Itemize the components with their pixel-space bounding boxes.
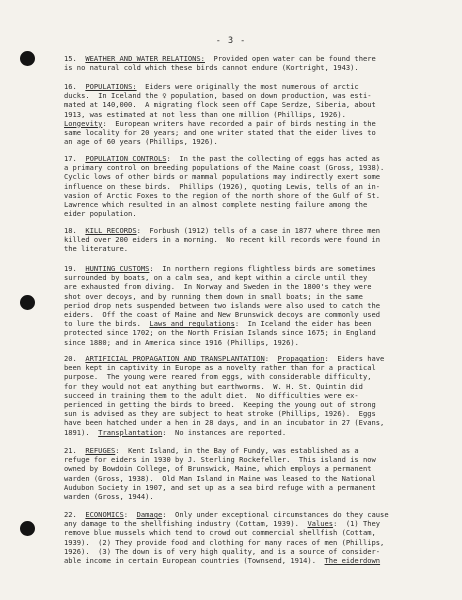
text-line	[64, 137, 416, 146]
text-line	[64, 200, 416, 209]
text-run: :	[123, 510, 137, 519]
text-run: influence on these birds. Phillips (1926), quoting Lewis, tells of an in-	[64, 181, 381, 191]
text-run: any damage to the shellfishing industry (Cottam, 1939).	[64, 519, 308, 529]
section-21-refuges	[64, 446, 416, 501]
underlined-heading: ECONOMICS	[85, 510, 124, 519]
text-run: 1939). (2) They provide food and clothing for many races of men (Phillips,	[64, 537, 385, 547]
section-18-kill-records	[64, 226, 416, 254]
text-run: is no natural cold which these birds cannot endure (Kortright, 1943).	[64, 63, 359, 73]
text-run: have been hatched under a hen in 28 days, and in an incubator in 27 (Evans,	[64, 418, 385, 428]
text-line	[64, 363, 416, 372]
text-run: killed over 200 eiders in a morning. No recent kill records were found in	[64, 235, 381, 245]
text-line	[64, 400, 416, 409]
underlined-heading: Damage	[136, 510, 163, 519]
underlined-heading: WEATHER AND WATER RELATIONS:	[85, 54, 205, 63]
text-run: : Kent Island, in the Bay of Fundy, was established as a	[115, 446, 359, 455]
text-run: sun is advised as they are subject to heat stroke (Phillips, 1926). Eggs	[64, 409, 376, 419]
underlined-heading: Transplantation	[98, 427, 163, 437]
text-line	[64, 446, 416, 455]
text-line	[64, 382, 416, 391]
text-line	[64, 244, 416, 253]
text-line	[64, 119, 416, 128]
text-run: : No instances are reported.	[162, 427, 287, 437]
underlined-heading: Values	[307, 519, 334, 529]
text-run: same locality for 20 years; and one writer stated that the eider lives to	[64, 127, 376, 137]
text-line	[64, 264, 416, 273]
text-line	[64, 91, 416, 100]
section-20-artificial-propagation	[64, 354, 416, 437]
text-run: warden (Gross, 1938). Old Man Island in Maine was leased to the National	[64, 473, 376, 483]
text-line	[64, 483, 416, 492]
underlined-heading: KILL RECORDS	[85, 226, 137, 235]
section-19-hunting-customs	[64, 264, 416, 347]
text-run: warden (Gross, 1944).	[64, 491, 154, 501]
binder-hole-middle	[20, 295, 35, 310]
text-run: : European writers have recorded a pair of birds nesting in the	[102, 118, 376, 128]
text-run: Cyclic lows of other birds or mammal populations may indirectly exert some	[64, 172, 381, 182]
text-line	[64, 100, 416, 109]
text-run: the literature.	[64, 244, 129, 254]
text-run: period drop nets suspended between two islands were also used to catch the	[64, 300, 381, 310]
text-line	[64, 63, 416, 72]
text-line	[64, 54, 416, 63]
text-run: 18.	[64, 226, 86, 235]
text-line	[64, 163, 416, 172]
text-line	[64, 409, 416, 418]
text-run: are exhausted from diving. In Norway and Sweden in the 1800's they were	[64, 282, 372, 292]
text-run: an age of 60 years (Phillips, 1926).	[64, 137, 218, 147]
underlined-heading: Propagation	[277, 354, 325, 363]
text-line	[64, 510, 416, 519]
text-run: 21.	[64, 446, 86, 455]
text-run: mated at 140,000. A migrating flock seen off Cape Serdze, Siberia, about	[64, 100, 376, 110]
text-line	[64, 182, 416, 191]
text-run: vasion of Arctic Foxes to the region of the north shore of the Gulf of St.	[64, 190, 381, 200]
text-run: shot over decoys, and by running them down in small boats; in the same	[64, 291, 363, 301]
text-run: to lure the birds.	[64, 319, 150, 329]
text-line	[64, 474, 416, 483]
text-run: : Forbush (1912) tells of a case in 1877 where three men	[136, 226, 381, 235]
underlined-heading: HUNTING CUSTOMS	[85, 264, 150, 273]
text-line	[64, 528, 416, 537]
text-run: 1913, was estimated at not less than one million (Phillips, 1926).	[64, 109, 346, 119]
underlined-heading: POPULATIONS:	[85, 82, 137, 91]
text-run: since 1880; and in America since 1916 (Phillips, 1926).	[64, 337, 299, 347]
text-line	[64, 273, 416, 282]
text-run: perienced in getting the birds to breed. Keeping the young out of strong	[64, 399, 376, 409]
text-run: : In Iceland the eider has been	[234, 319, 372, 329]
binder-hole-top	[20, 51, 35, 66]
text-run: :	[264, 354, 278, 363]
text-line	[64, 538, 416, 547]
text-line	[64, 310, 416, 319]
binder-hole-bottom	[20, 521, 35, 536]
text-run: for they would not eat anything but earthworms. W. H. St. Quintin did	[64, 381, 363, 391]
text-line	[64, 372, 416, 381]
text-line	[64, 492, 416, 501]
text-line	[64, 556, 416, 565]
text-line	[64, 319, 416, 328]
section-17-population-controls	[64, 154, 416, 218]
text-line	[64, 226, 416, 235]
text-run: Audubon Society in 1907, and set up as a sea bird refuge with a permanent	[64, 482, 376, 492]
text-run: purpose. The young were reared from eggs, with considerable difficulty,	[64, 372, 372, 382]
text-line	[64, 354, 416, 363]
text-run: ducks. In Iceland the ♀ population, based on down production, was esti-	[64, 91, 372, 101]
text-run: 22.	[64, 510, 86, 519]
section-15-weather-water-relations	[64, 54, 416, 72]
underlined-heading: REFUGES	[85, 446, 116, 455]
text-line	[64, 172, 416, 181]
text-run: Provided open water can be found there	[204, 54, 376, 63]
text-line	[64, 418, 416, 427]
text-run: succeed in training them to the adult diet. No difficulties were ex-	[64, 390, 359, 400]
underlined-heading: POPULATION CONTROLS	[85, 154, 167, 163]
text-run: refuge for eiders in 1930 by J. Sterling Rockefeller. This island is now	[64, 455, 376, 465]
text-line	[64, 191, 416, 200]
text-run: : Eiders have	[324, 354, 385, 363]
text-line	[64, 154, 416, 163]
text-run: 20.	[64, 354, 86, 363]
text-run: 1891).	[64, 427, 99, 437]
text-run: able income in certain European countries (Townsend, 1914).	[64, 555, 325, 565]
text-line	[64, 391, 416, 400]
text-run: 17.	[64, 154, 86, 163]
text-run: Eiders were originally the most numerous of arctic	[136, 82, 359, 91]
text-line	[64, 282, 416, 291]
text-run: surrounded by boats, on a calm sea, and kept within a circle until they	[64, 273, 368, 283]
text-line	[64, 292, 416, 301]
text-run: 19.	[64, 264, 86, 273]
underlined-heading: ARTIFICIAL PROPAGATION AND TRANSPLANTATION	[85, 354, 265, 363]
text-line	[64, 547, 416, 556]
text-line	[64, 110, 416, 119]
text-run: 15.	[64, 54, 86, 63]
underlined-heading: Longevity	[64, 118, 103, 128]
text-run: eider population.	[64, 209, 137, 219]
text-line	[64, 209, 416, 218]
text-run: protected since 1702; on the North Frisian Islands since 1675; in England	[64, 328, 376, 338]
text-line	[64, 82, 416, 91]
text-run: 1926). (3) The down is of very high quality, and is a source of consider-	[64, 546, 381, 556]
text-run: : Only under exceptional circumstances do they cause	[162, 510, 389, 519]
text-line	[64, 464, 416, 473]
text-run: : In northern regions flightless birds are sometimes	[149, 264, 376, 273]
text-line	[64, 338, 416, 347]
text-run: : (1) They	[333, 519, 381, 529]
text-run: been kept in captivity in Europe as a novelty rather than for a practical	[64, 363, 376, 373]
text-line	[64, 428, 416, 437]
text-run: : In the past the collecting of eggs has acted as	[166, 154, 381, 163]
text-run: eiders. Off the coast of Maine and New Brunswick decoys are commonly used	[64, 309, 381, 319]
text-run: 16.	[64, 82, 86, 91]
text-line	[64, 455, 416, 464]
section-16-populations	[64, 82, 416, 146]
text-line	[64, 519, 416, 528]
underlined-heading: The eiderdown	[324, 555, 381, 565]
text-line	[64, 328, 416, 337]
text-run: remove blue mussels which tend to crowd out commercial shellfish (Cottam,	[64, 528, 376, 538]
text-run: Lawrence which resulted in an almost complete nesting failure among the	[64, 199, 368, 209]
text-line	[64, 301, 416, 310]
section-22-economics	[64, 510, 416, 565]
text-line	[64, 128, 416, 137]
page-number: - 3 -	[215, 36, 247, 46]
underlined-heading: Laws and regulations	[149, 319, 235, 329]
text-run: owned by Bowdoin College, of Brunswick, Maine, which employs a permanent	[64, 464, 372, 474]
text-run: a primary control on breeding populations of the Maine coast (Gross, 1938).	[64, 163, 385, 173]
text-line	[64, 235, 416, 244]
